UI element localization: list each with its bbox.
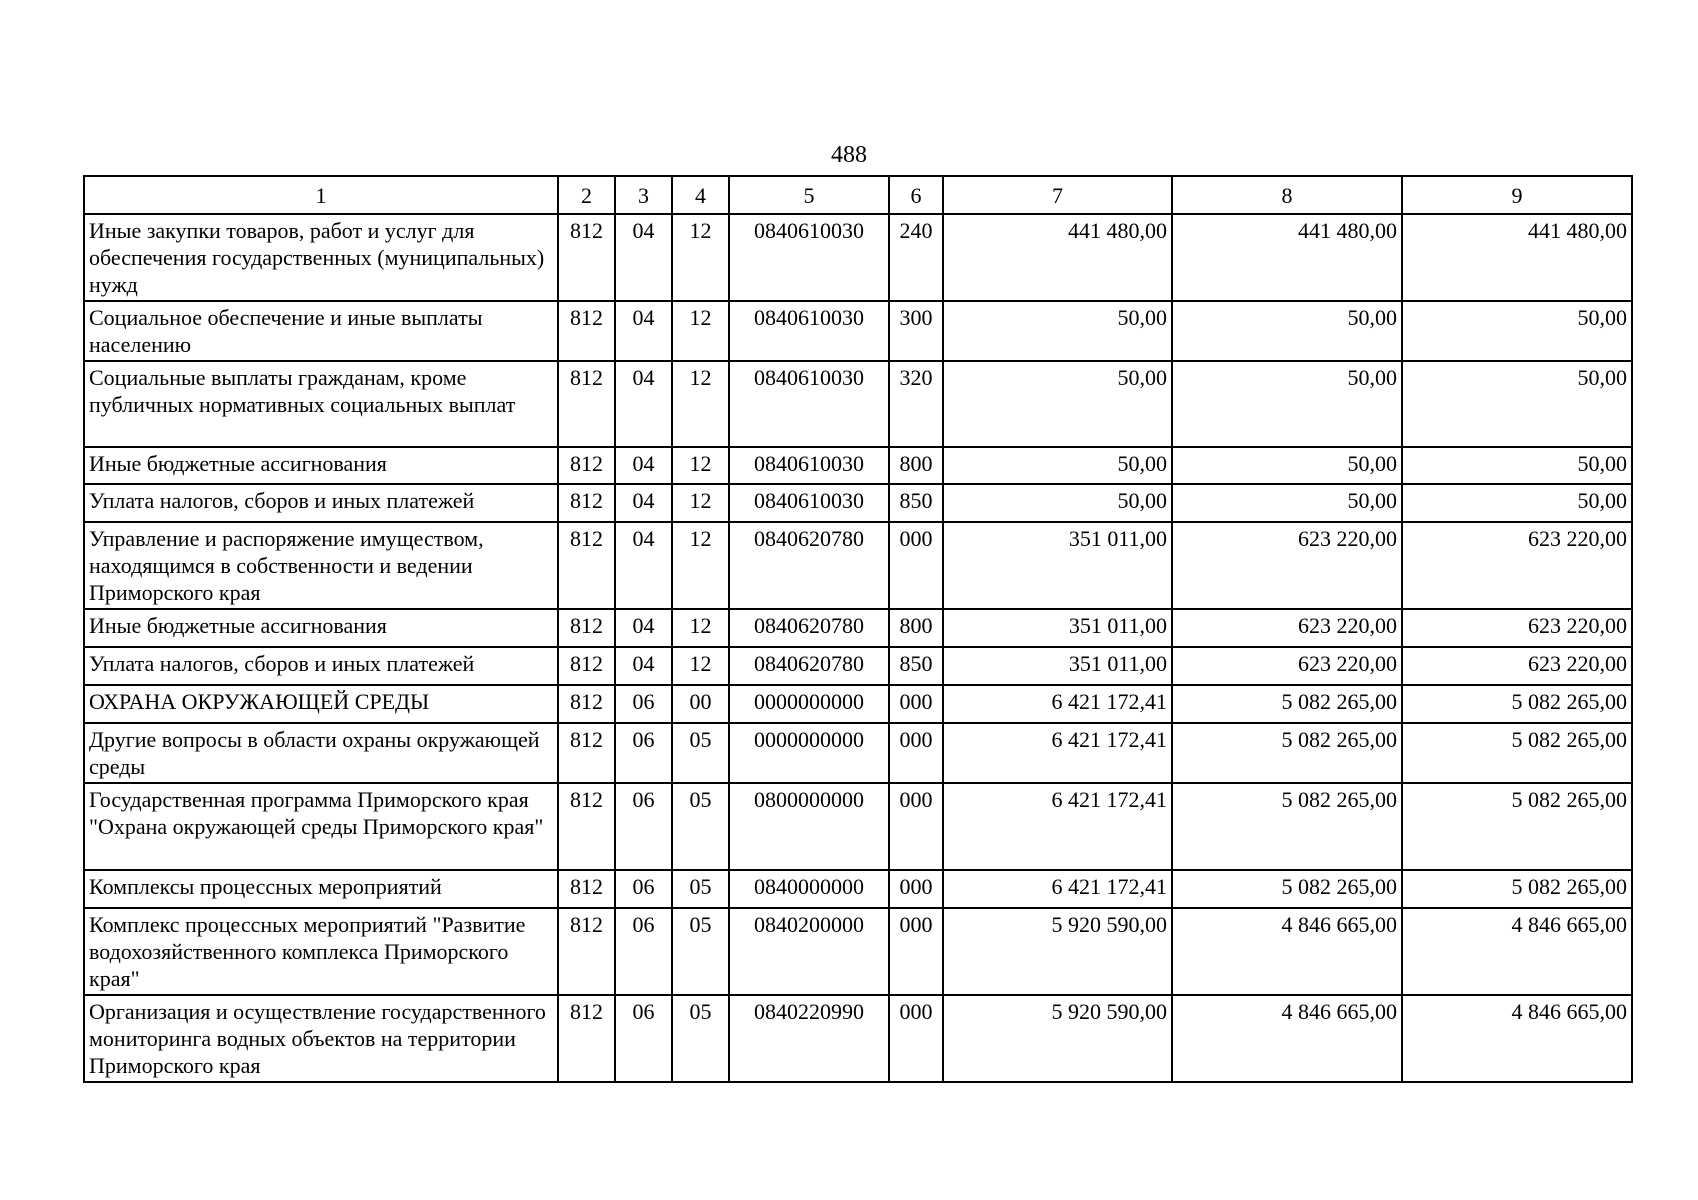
column-header-1: 1 [84, 176, 558, 214]
row-code-5: 0840620780 [729, 522, 889, 609]
row-code-4: 00 [672, 685, 729, 723]
row-code-6: 000 [889, 685, 943, 723]
row-name: Организация и осуществление государственного мониторинга водных объектов на территории Приморского края [84, 995, 558, 1082]
row-code-3: 04 [615, 447, 672, 484]
row-code-5: 0840620780 [729, 647, 889, 685]
row-amount-9: 5 082 265,00 [1402, 685, 1632, 723]
row-amount-7: 6 421 172,41 [943, 723, 1172, 783]
row-code-2: 812 [558, 609, 615, 647]
column-header-9: 9 [1402, 176, 1632, 214]
row-amount-8: 623 220,00 [1172, 647, 1402, 685]
row-code-4: 12 [672, 361, 729, 447]
row-amount-9: 623 220,00 [1402, 609, 1632, 647]
row-amount-7: 351 011,00 [943, 522, 1172, 609]
row-code-6: 000 [889, 908, 943, 995]
row-name: Социальные выплаты гражданам, кроме публичных нормативных социальных выплат [84, 361, 558, 447]
budget-table [83, 175, 1633, 1083]
row-amount-8: 4 846 665,00 [1172, 908, 1402, 995]
row-code-4: 05 [672, 995, 729, 1082]
row-amount-9: 4 846 665,00 [1402, 908, 1632, 995]
row-code-4: 05 [672, 908, 729, 995]
row-amount-9: 5 082 265,00 [1402, 723, 1632, 783]
row-code-4: 05 [672, 783, 729, 870]
table-row [84, 685, 1632, 723]
row-code-3: 06 [615, 870, 672, 908]
row-name: Другие вопросы в области охраны окружающей среды [84, 723, 558, 783]
row-name: Государственная программа Приморского края "Охрана окружающей среды Приморского края" [84, 783, 558, 870]
row-code-2: 812 [558, 301, 615, 361]
row-code-5: 0000000000 [729, 723, 889, 783]
table-row [84, 522, 1632, 609]
row-code-2: 812 [558, 908, 615, 995]
row-code-3: 06 [615, 995, 672, 1082]
column-header-3: 3 [615, 176, 672, 214]
row-amount-8: 50,00 [1172, 301, 1402, 361]
row-code-2: 812 [558, 783, 615, 870]
row-name: Комплекс процессных мероприятий "Развитие водохозяйственного комплекса Приморского края" [84, 908, 558, 995]
row-amount-9: 50,00 [1402, 484, 1632, 522]
row-amount-8: 441 480,00 [1172, 214, 1402, 301]
row-amount-8: 4 846 665,00 [1172, 995, 1402, 1082]
row-amount-8: 5 082 265,00 [1172, 723, 1402, 783]
row-code-4: 05 [672, 870, 729, 908]
row-name: Уплата налогов, сборов и иных платежей [84, 484, 558, 522]
row-amount-7: 351 011,00 [943, 609, 1172, 647]
row-code-4: 12 [672, 301, 729, 361]
row-amount-8: 623 220,00 [1172, 609, 1402, 647]
row-code-4: 12 [672, 447, 729, 484]
row-amount-7: 6 421 172,41 [943, 783, 1172, 870]
row-amount-8: 50,00 [1172, 361, 1402, 447]
row-name: Управление и распоряжение имуществом, находящимся в собственности и ведении Приморского края [84, 522, 558, 609]
table-row [84, 783, 1632, 870]
row-amount-7: 50,00 [943, 484, 1172, 522]
row-amount-7: 50,00 [943, 301, 1172, 361]
table-row [84, 361, 1632, 447]
row-name: Социальное обеспечение и иные выплаты населению [84, 301, 558, 361]
row-name: Комплексы процессных мероприятий [84, 870, 558, 908]
row-code-5: 0840620780 [729, 609, 889, 647]
row-code-6: 000 [889, 783, 943, 870]
row-amount-9: 50,00 [1402, 361, 1632, 447]
row-amount-9: 4 846 665,00 [1402, 995, 1632, 1082]
row-code-2: 812 [558, 522, 615, 609]
row-code-5: 0800000000 [729, 783, 889, 870]
row-code-5: 0840220990 [729, 995, 889, 1082]
row-name: Иные бюджетные ассигнования [84, 447, 558, 484]
row-code-6: 240 [889, 214, 943, 301]
row-amount-7: 5 920 590,00 [943, 995, 1172, 1082]
row-amount-9: 50,00 [1402, 301, 1632, 361]
row-name: Уплата налогов, сборов и иных платежей [84, 647, 558, 685]
row-code-6: 850 [889, 647, 943, 685]
row-code-2: 812 [558, 214, 615, 301]
row-code-5: 0840610030 [729, 301, 889, 361]
row-code-3: 06 [615, 783, 672, 870]
row-amount-9: 50,00 [1402, 447, 1632, 484]
row-name: ОХРАНА ОКРУЖАЮЩЕЙ СРЕДЫ [84, 685, 558, 723]
row-code-5: 0840000000 [729, 870, 889, 908]
row-name: Иные закупки товаров, работ и услуг для обеспечения государственных (муниципальных) нужд [84, 214, 558, 301]
row-code-5: 0000000000 [729, 685, 889, 723]
page-number: 488 [831, 142, 867, 168]
row-code-3: 06 [615, 908, 672, 995]
row-amount-7: 50,00 [943, 447, 1172, 484]
row-code-2: 812 [558, 647, 615, 685]
row-code-6: 300 [889, 301, 943, 361]
row-amount-8: 623 220,00 [1172, 522, 1402, 609]
row-code-2: 812 [558, 723, 615, 783]
header-row [84, 176, 1632, 214]
row-code-6: 800 [889, 609, 943, 647]
row-code-4: 12 [672, 522, 729, 609]
row-amount-7: 6 421 172,41 [943, 870, 1172, 908]
table-row [84, 870, 1632, 908]
table-row [84, 995, 1632, 1082]
row-amount-7: 5 920 590,00 [943, 908, 1172, 995]
row-code-2: 812 [558, 685, 615, 723]
row-amount-8: 50,00 [1172, 484, 1402, 522]
row-amount-9: 623 220,00 [1402, 522, 1632, 609]
table-row [84, 609, 1632, 647]
table-row [84, 723, 1632, 783]
column-header-8: 8 [1172, 176, 1402, 214]
table-row [84, 484, 1632, 522]
row-amount-9: 441 480,00 [1402, 214, 1632, 301]
row-amount-7: 351 011,00 [943, 647, 1172, 685]
row-code-2: 812 [558, 447, 615, 484]
row-code-3: 04 [615, 609, 672, 647]
row-code-5: 0840610030 [729, 484, 889, 522]
row-code-4: 05 [672, 723, 729, 783]
row-code-4: 12 [672, 484, 729, 522]
row-code-2: 812 [558, 995, 615, 1082]
row-amount-8: 5 082 265,00 [1172, 783, 1402, 870]
row-code-5: 0840200000 [729, 908, 889, 995]
row-code-5: 0840610030 [729, 214, 889, 301]
row-code-2: 812 [558, 361, 615, 447]
row-code-6: 000 [889, 870, 943, 908]
row-code-6: 000 [889, 723, 943, 783]
row-amount-7: 6 421 172,41 [943, 685, 1172, 723]
row-code-3: 04 [615, 647, 672, 685]
row-code-3: 04 [615, 361, 672, 447]
row-amount-8: 50,00 [1172, 447, 1402, 484]
row-code-6: 320 [889, 361, 943, 447]
row-code-5: 0840610030 [729, 361, 889, 447]
row-amount-9: 623 220,00 [1402, 647, 1632, 685]
column-header-2: 2 [558, 176, 615, 214]
column-header-5: 5 [729, 176, 889, 214]
row-code-6: 000 [889, 995, 943, 1082]
row-code-3: 04 [615, 214, 672, 301]
table-row [84, 647, 1632, 685]
row-code-2: 812 [558, 484, 615, 522]
row-code-4: 12 [672, 214, 729, 301]
row-code-4: 12 [672, 609, 729, 647]
row-amount-9: 5 082 265,00 [1402, 870, 1632, 908]
table-row [84, 447, 1632, 484]
row-code-6: 000 [889, 522, 943, 609]
table-row [84, 908, 1632, 995]
row-amount-8: 5 082 265,00 [1172, 870, 1402, 908]
row-amount-7: 441 480,00 [943, 214, 1172, 301]
row-code-3: 06 [615, 723, 672, 783]
row-code-3: 04 [615, 522, 672, 609]
column-header-4: 4 [672, 176, 729, 214]
table-row [84, 214, 1632, 301]
column-header-7: 7 [943, 176, 1172, 214]
row-code-6: 850 [889, 484, 943, 522]
row-amount-8: 5 082 265,00 [1172, 685, 1402, 723]
row-amount-9: 5 082 265,00 [1402, 783, 1632, 870]
row-code-3: 06 [615, 685, 672, 723]
row-code-6: 800 [889, 447, 943, 484]
row-code-3: 04 [615, 301, 672, 361]
table-row [84, 301, 1632, 361]
row-code-4: 12 [672, 647, 729, 685]
column-header-6: 6 [889, 176, 943, 214]
row-code-5: 0840610030 [729, 447, 889, 484]
row-name: Иные бюджетные ассигнования [84, 609, 558, 647]
row-code-3: 04 [615, 484, 672, 522]
row-amount-7: 50,00 [943, 361, 1172, 447]
row-code-2: 812 [558, 870, 615, 908]
